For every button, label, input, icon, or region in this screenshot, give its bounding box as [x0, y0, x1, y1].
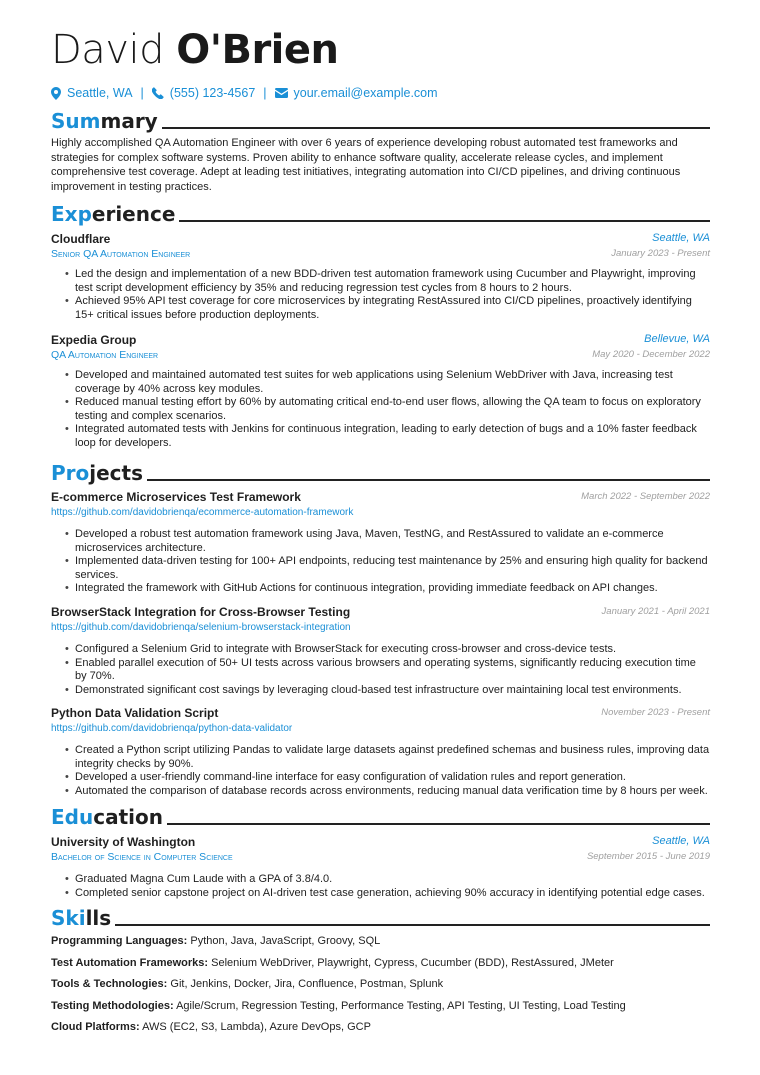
phone-icon [152, 87, 164, 99]
contact-separator: | [140, 86, 144, 100]
contact-location [51, 86, 133, 100]
skill-row [51, 1000, 710, 1014]
title-accent: Pro [51, 461, 90, 485]
school-location: Seattle, WA [652, 835, 710, 847]
list-item: • Developed a robust test automation framework using Java, Maven, TestNG, and RestAssured to validate an e-commerce microservices architecture. [75, 528, 710, 555]
section-title [51, 907, 111, 929]
first-name: David [51, 27, 164, 73]
list-item: • Developed a user-friendly command-line interface for easy configuration of validation rules and report generation. [75, 771, 710, 785]
section-rule [167, 823, 710, 825]
job-role: QA Automation Engineer [51, 349, 159, 361]
skill-label: Tools & Technologies: [51, 978, 168, 990]
last-name: O'Brien [176, 27, 339, 73]
skill-label: Testing Methodologies: [51, 999, 174, 1012]
job-location: Bellevue, WA [644, 333, 710, 345]
list-item: • Configured a Selenium Grid to integrate with BrowserStack for executing cross-browser and cross-device tests. [75, 643, 710, 657]
list-item: • Integrated the framework with GitHub Actions for continuous integration, providing immediate feedback on API changes. [75, 582, 710, 596]
section-rule [162, 127, 710, 129]
phone-text: (555) 123-4567 [169, 86, 256, 100]
section-title [51, 462, 143, 484]
project-dates: November 2023 - Present [601, 707, 710, 718]
project-bullets [51, 643, 710, 697]
skill-value: Git, Jenkins, Docker, Jira, Confluence, Postman, Splunk [170, 978, 444, 990]
job-dates: May 2020 - December 2022 [592, 349, 710, 360]
experience-entry [51, 333, 710, 450]
list-item: • Led the design and implementation of a new BDD-driven test automation framework using Cucumber and Playwright, improving test script development efficiency by 35% and reducing regression test cycles from 8 hours to 2 hours. [75, 268, 710, 295]
list-item: • Developed and maintained automated test suites for web applications using Selenium WebDriver with Java, increasing test coverage by 40% across key modules. [75, 369, 710, 396]
section-title [51, 203, 175, 225]
section-rule [179, 220, 710, 222]
skill-label: Cloud Platforms: [51, 1021, 140, 1033]
project-entry [51, 605, 710, 697]
list-item: • Automated the comparison of database records across environments, reducing manual data verification time by 8 hours per week. [75, 785, 710, 799]
list-item: • Demonstrated significant cost savings by leveraging cloud-based test infrastructure over maintaining local test environments. [75, 684, 710, 698]
map-pin-icon [51, 87, 61, 100]
list-item: • Enabled parallel execution of 50+ UI tests across various browsers and operating systems, significantly reducing execution time by 70%. [75, 657, 710, 684]
job-dates: January 2023 - Present [611, 248, 710, 259]
project-dates: March 2022 - September 2022 [581, 491, 710, 502]
contact-phone[interactable] [152, 86, 255, 100]
skill-row [51, 1021, 710, 1035]
project-name: Python Data Validation Script [51, 706, 219, 720]
skill-row [51, 935, 710, 949]
email-text: your.email@example.com [293, 86, 438, 100]
title-accent: Edu [51, 805, 94, 829]
list-item: • Graduated Magna Cum Laude with a GPA of 3.8/4.0. [75, 873, 710, 887]
project-link[interactable]: https://github.com/davidobrienqa/ecommerce-automation-framework [51, 507, 354, 518]
title-rest: mary [100, 109, 158, 133]
experience-entry [51, 232, 710, 322]
section-rule [115, 924, 710, 926]
job-role: Senior QA Automation Engineer [51, 248, 191, 260]
project-name: BrowserStack Integration for Cross-Browser Testing [51, 605, 351, 619]
degree-name: Bachelor of Science in Computer Science [51, 851, 233, 863]
skill-row [51, 978, 710, 992]
job-location: Seattle, WA [652, 232, 710, 244]
summary-heading [51, 106, 710, 132]
school-name: University of Washington [51, 835, 196, 849]
projects-heading [51, 458, 710, 484]
project-bullets [51, 744, 710, 798]
skill-value: Python, Java, JavaScript, Groovy, SQL [190, 935, 381, 947]
project-link[interactable]: https://github.com/davidobrienqa/python-data-validator [51, 723, 293, 734]
skill-label: Programming Languages: [51, 935, 188, 947]
title-rest: lls [85, 906, 112, 930]
section-rule [147, 479, 710, 481]
list-item: • Reduced manual testing effort by 60% by automating critical end-to-end user flows, allowing the QA team to focus on exploratory testing and complex scenarios. [75, 396, 710, 423]
job-bullets [51, 268, 710, 322]
contact-separator: | [263, 86, 267, 100]
list-item: • Created a Python script utilizing Pandas to validate large datasets against predefined schemas and business rules, improving data integrity checks by 90%. [75, 744, 710, 771]
education-bullets [51, 873, 710, 900]
title-rest: jects [89, 461, 144, 485]
education-entry [51, 835, 710, 900]
company-name: Expedia Group [51, 333, 137, 347]
project-entry [51, 490, 710, 596]
project-entry [51, 706, 710, 798]
title-rest: erience [91, 202, 176, 226]
project-dates: January 2021 - April 2021 [601, 606, 710, 617]
section-title [51, 806, 163, 828]
project-name: E-commerce Microservices Test Framework [51, 490, 301, 504]
skill-label: Test Automation Frameworks: [51, 956, 209, 969]
envelope-icon [275, 88, 288, 98]
company-name: Cloudflare [51, 232, 111, 246]
list-item: • Achieved 95% API test coverage for core microservices by integrating RestAssured into CI/CD pipelines, proactively identifying 15+ critical issues before production deployments. [75, 295, 710, 322]
experience-heading [51, 199, 710, 225]
contact-email[interactable] [275, 86, 438, 100]
location-text: Seattle, WA [67, 86, 133, 100]
contact-bar [51, 86, 438, 100]
list-item: • Completed senior capstone project on AI-driven test case generation, achieving 90% accuracy in identifying potential edge cases. [75, 887, 710, 901]
skill-row [51, 957, 710, 971]
skill-value: Agile/Scrum, Regression Testing, Performance Testing, API Testing, UI Testing, Load Testing [176, 999, 626, 1012]
project-link[interactable]: https://github.com/davidobrienqa/selenium-browserstack-integration [51, 622, 351, 633]
candidate-name [51, 26, 339, 74]
skill-value: AWS (EC2, S3, Lambda), Azure DevOps, GCP [142, 1021, 371, 1033]
skills-heading [51, 903, 710, 929]
education-heading [51, 802, 710, 828]
section-title [51, 110, 158, 132]
summary-text: Highly accomplished QA Automation Engineer with over 6 years of experience developing robust automated test frameworks and strategies for complex software systems. Proven ability to enhance software quality, accelerate release cycles, and implement comprehensive test coverage. Adept at leading test initiatives, integrating automation into CI/CD pipelines, and driving continuous improvement in testing practices. [51, 137, 681, 193]
job-bullets [51, 369, 710, 450]
title-accent: Exp [51, 202, 92, 226]
skills-list [51, 935, 710, 1043]
list-item: • Integrated automated tests with Jenkins for continuous integration, leading to early detection of bugs and a 10% faster feedback loop for developers. [75, 423, 710, 450]
education-dates: September 2015 - June 2019 [586, 851, 710, 862]
list-item: • Implemented data-driven testing for 100+ API endpoints, reducing test maintenance by 25% and ensuring high quality for backend services. [75, 555, 710, 582]
title-accent: Sum [51, 109, 101, 133]
skill-value: Selenium WebDriver, Playwright, Cypress, Cucumber (BDD), RestAssured, JMeter [211, 956, 614, 969]
title-accent: Ski [51, 906, 86, 930]
project-bullets [51, 528, 710, 596]
title-rest: cation [93, 805, 163, 829]
